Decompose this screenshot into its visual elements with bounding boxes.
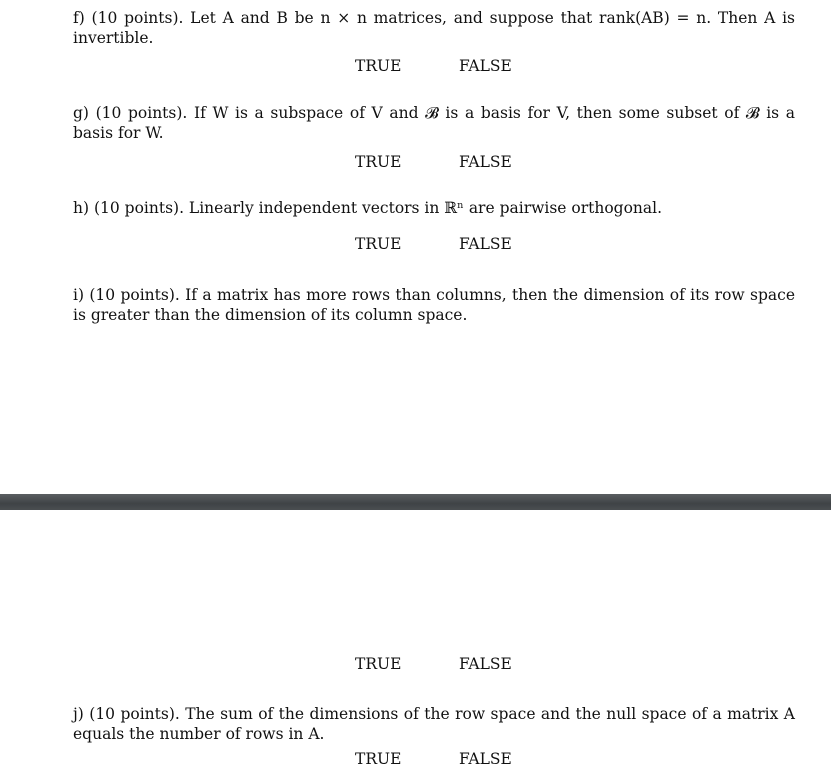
choices-j <box>0 749 831 769</box>
question-h: h) (10 points). Linearly independent vectors in ℝⁿ are pairwise orthogonal. <box>73 199 663 217</box>
false-option-f[interactable]: FALSE <box>459 57 512 75</box>
page-bottom <box>0 510 831 778</box>
true-option-j[interactable]: TRUE <box>355 750 402 768</box>
question-g: g) (10 points). If W is a subspace of V and 𝓑 is a basis for V, then some subset of 𝓑 is a basis for W. <box>73 104 795 142</box>
choices-g <box>0 152 831 172</box>
choices-h <box>0 234 831 254</box>
question-f: f) (10 points). Let A and B be n × n matrices, and suppose that rank(AB) = n. Then A is invertible. <box>73 9 795 47</box>
question-j: j) (10 points). The sum of the dimensions of the row space and the null space of a matrix A equals the number of rows in A. <box>73 705 795 743</box>
true-option-g[interactable]: TRUE <box>355 153 402 171</box>
false-option-h[interactable]: FALSE <box>459 235 512 253</box>
true-option-f[interactable]: TRUE <box>355 57 402 75</box>
false-option-g[interactable]: FALSE <box>459 153 512 171</box>
true-option-h[interactable]: TRUE <box>355 235 402 253</box>
choices-i <box>0 654 831 674</box>
page-separator <box>0 494 831 510</box>
false-option-j[interactable]: FALSE <box>459 750 512 768</box>
question-i: i) (10 points). If a matrix has more rows than columns, then the dimension of its row space is greater than the dimension of its column space. <box>73 286 795 324</box>
choices-f <box>0 56 831 76</box>
false-option-i[interactable]: FALSE <box>459 655 512 673</box>
true-option-i[interactable]: TRUE <box>355 655 402 673</box>
